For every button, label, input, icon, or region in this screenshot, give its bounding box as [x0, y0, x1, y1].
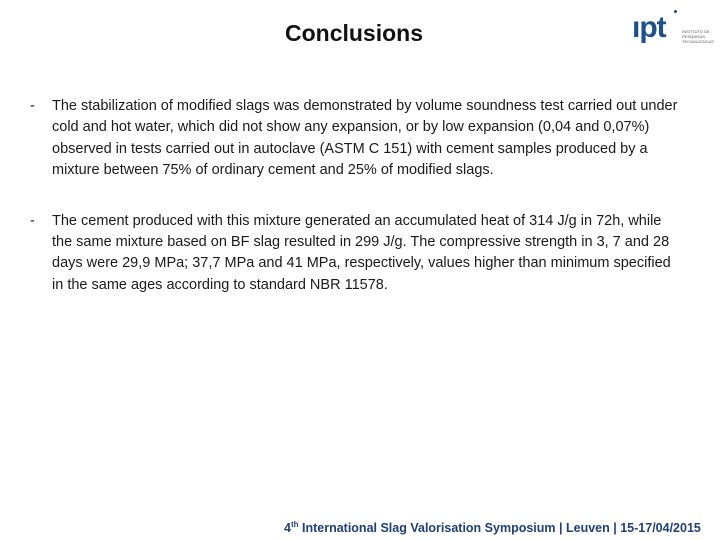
- logo-line-2: PESQUISAS: [682, 34, 706, 39]
- logo-dot-icon: [674, 10, 677, 13]
- bullet-item: [30, 211, 680, 297]
- bullet-text: The cement produced with this mixture generated an accumulated heat of 314 J/g in 72h, while the same mixture based on BF slag resulted in 299 J/g. The compressive strength in 3, 7 and 28 days were 29,9 MPa; 37,7 MPa and 41 MPa, respectively, values higher than minimum specified in the same ages according to standard NBR 11578.: [52, 212, 671, 293]
- logo-text: [682, 29, 714, 44]
- logo-line-1: INSTITUTO DE: [682, 29, 710, 34]
- bullet-item: [30, 96, 680, 182]
- footer-separator: |: [559, 521, 563, 536]
- footer: [284, 520, 701, 535]
- logo-mark: ıpt: [632, 11, 666, 44]
- slide-title: Conclusions: [284, 20, 423, 46]
- bullet-dash: -: [30, 212, 35, 229]
- bullet-list: [30, 96, 680, 325]
- footer-event: International Slag Valorisation Symposium: [298, 521, 556, 536]
- footer-ordinal: th: [290, 520, 299, 529]
- bullet-text: The stabilization of modified slags was demonstrated by volume soundness test carried out under cold and hot water, which did not show any expansion, or by low expansion (0,04 and 0,07%) observed in tests carried out in autoclave (ASTM C 151) with cement samples produced by a mixture between 75% of ordinary cement and 25% of modified slags.: [52, 98, 678, 179]
- bullet-dash: -: [30, 98, 35, 114]
- footer-dates: 15-17/04/2015: [620, 521, 701, 536]
- footer-separator: |: [613, 521, 617, 536]
- logo-line-3: TECNOLÓGICAS: [682, 39, 714, 44]
- footer-number: 4: [284, 521, 291, 536]
- ipt-logo: [632, 6, 718, 50]
- footer-city: Leuven: [566, 521, 610, 536]
